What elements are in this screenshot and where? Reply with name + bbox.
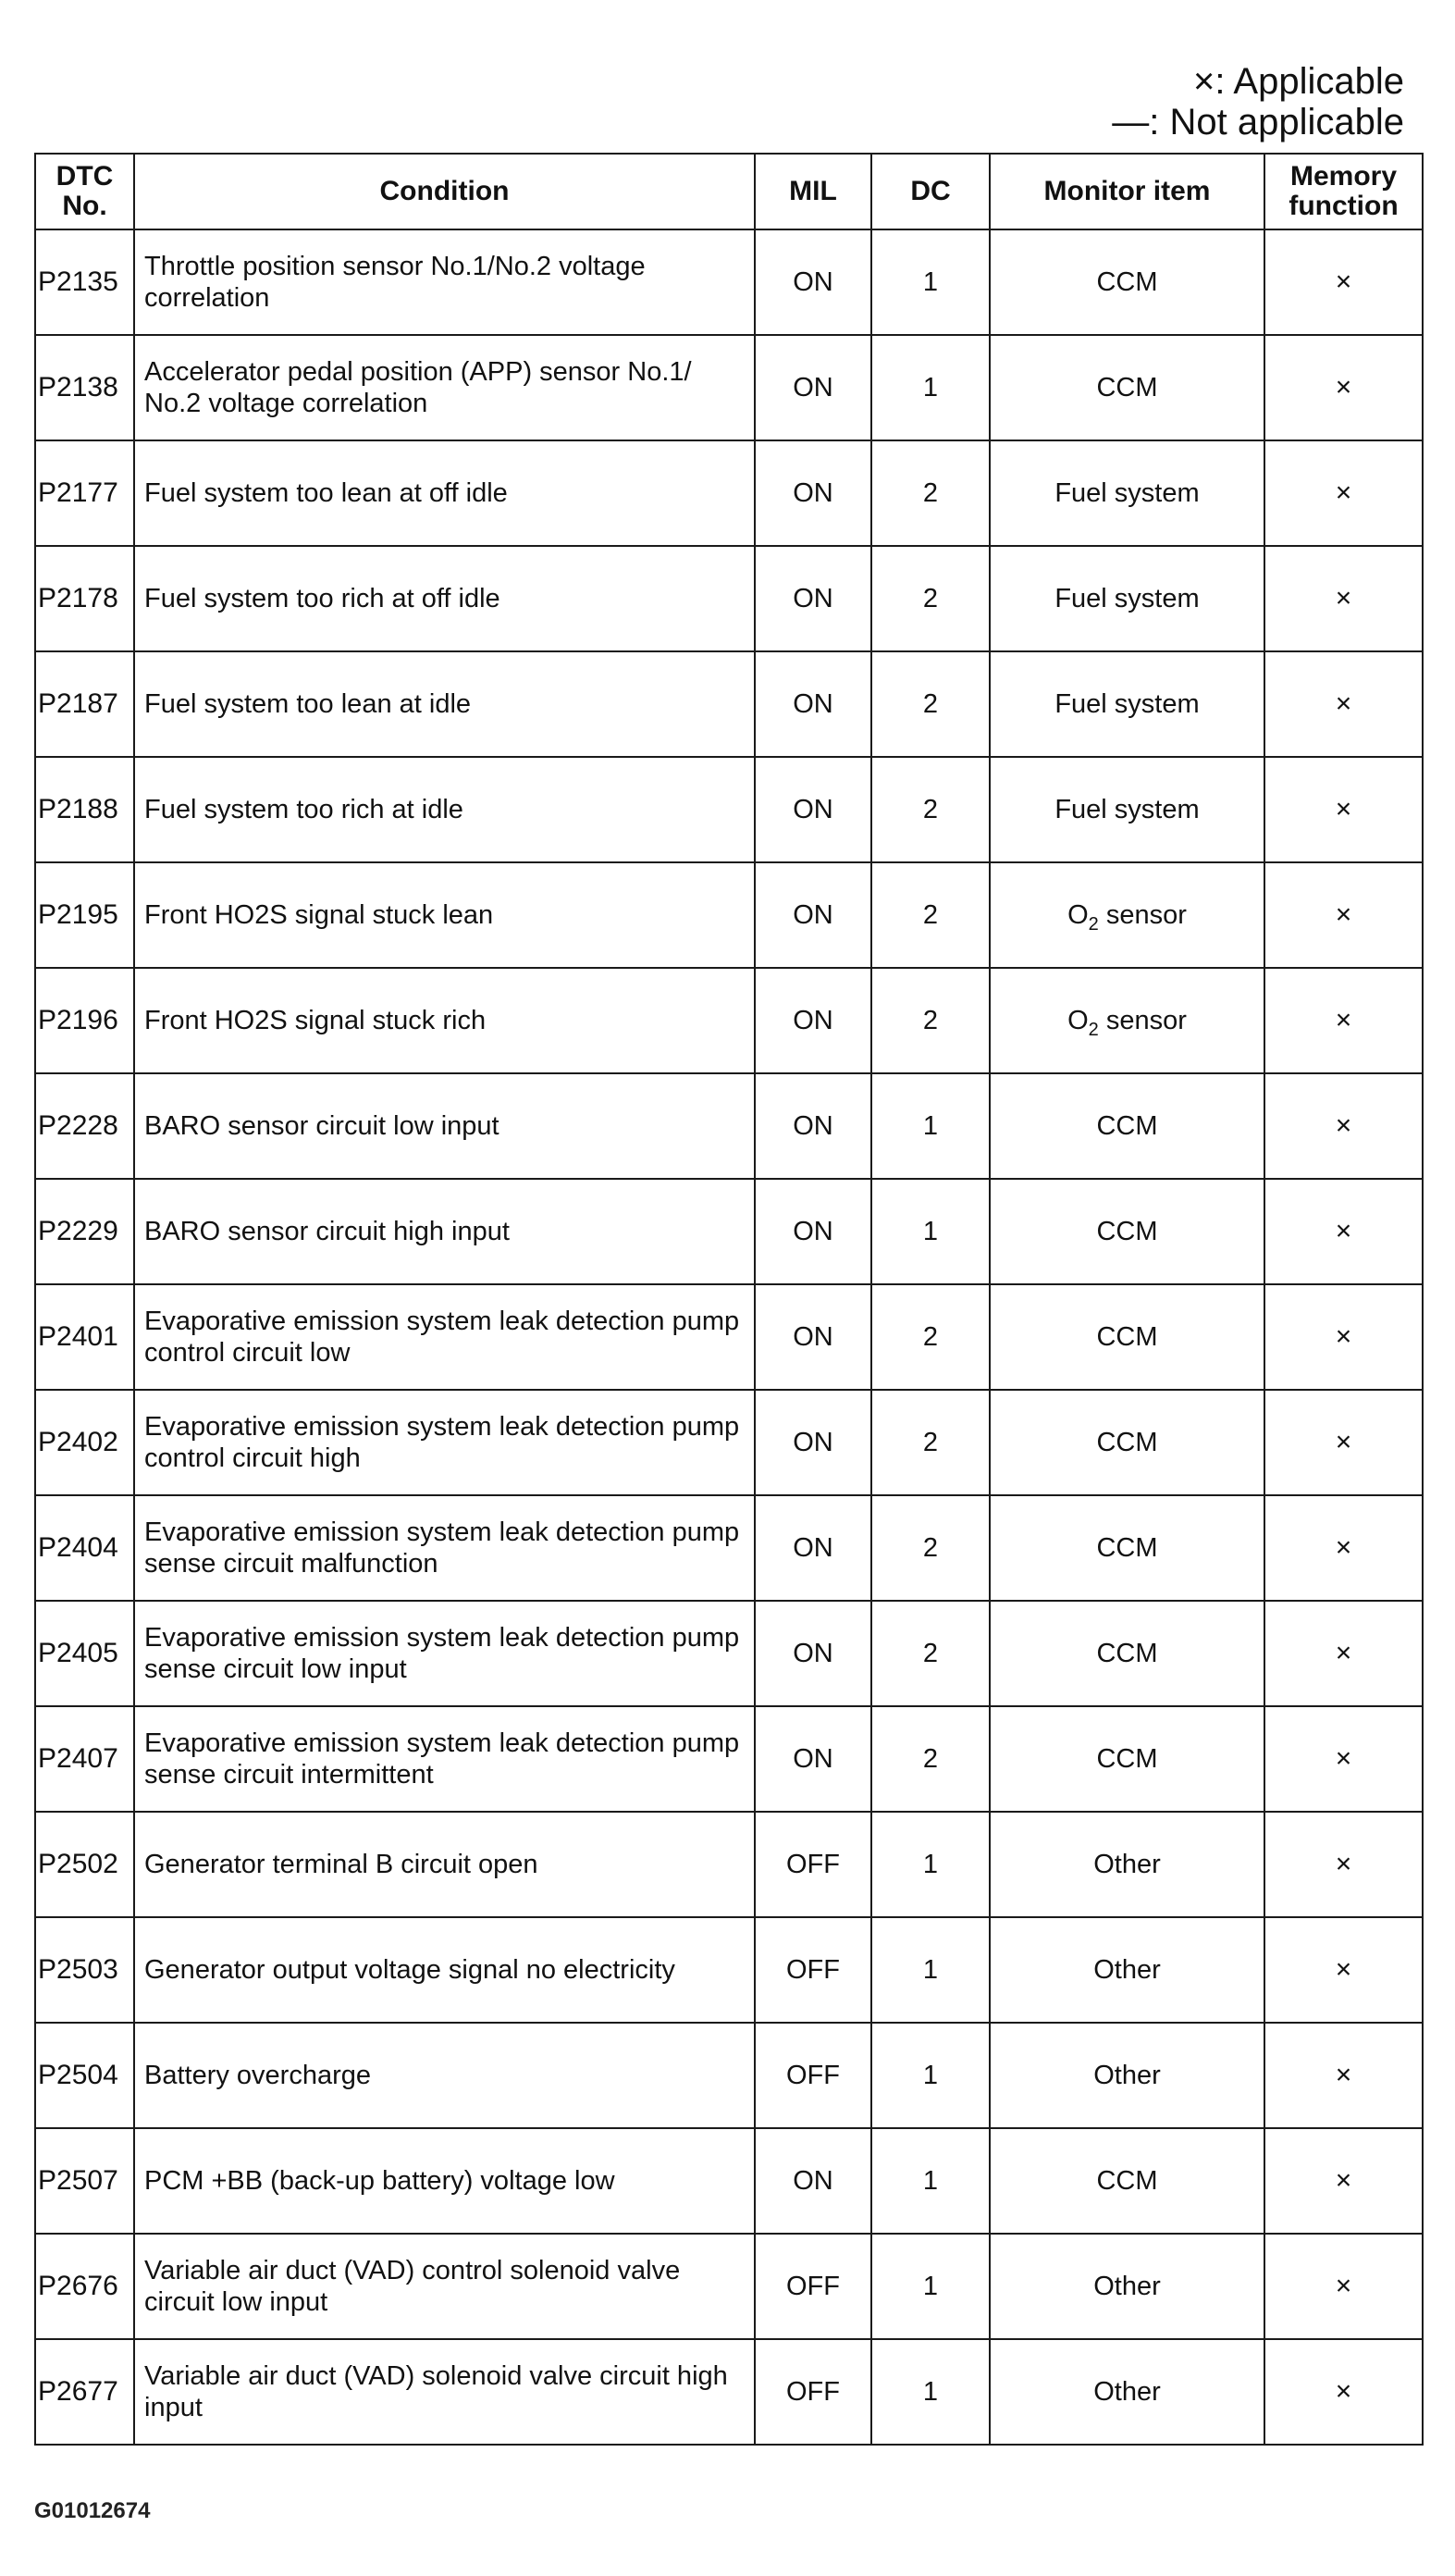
memory-function-cell: × — [1264, 1812, 1423, 1917]
memory-function-cell: × — [1264, 651, 1423, 757]
monitor-item-cell: CCM — [990, 1601, 1264, 1706]
memory-function-cell: × — [1264, 968, 1423, 1073]
condition-cell: Variable air duct (VAD) solenoid valve circuit high input — [134, 2339, 755, 2445]
dc-cell: 2 — [871, 546, 990, 651]
condition-cell: Variable air duct (VAD) control solenoid valve circuit low input — [134, 2234, 755, 2339]
mil-cell: ON — [755, 968, 871, 1073]
mil-cell: ON — [755, 1390, 871, 1495]
memory-function-cell: × — [1264, 335, 1423, 440]
mil-cell: ON — [755, 1073, 871, 1179]
monitor-item-cell: Fuel system — [990, 757, 1264, 862]
memory-function-cell: × — [1264, 1601, 1423, 1706]
monitor-item-cell: $O_2$ sensor — [990, 862, 1264, 968]
dc-cell: 1 — [871, 2234, 990, 2339]
dtc-code-cell: P2229 — [35, 1179, 134, 1284]
dtc-code-cell: P2187 — [35, 651, 134, 757]
table-row — [35, 1073, 1423, 1179]
table-row — [35, 1706, 1423, 1812]
dtc-code-cell: P2405 — [35, 1601, 134, 1706]
condition-cell: Generator terminal B circuit open — [134, 1812, 755, 1917]
condition-cell: Accelerator pedal position (APP) sensor No.1/ No.2 voltage correlation — [134, 335, 755, 440]
table-row — [35, 440, 1423, 546]
memory-function-cell: × — [1264, 862, 1423, 968]
memory-function-cell: × — [1264, 2234, 1423, 2339]
table-row — [35, 1284, 1423, 1390]
dtc-code-cell: P2503 — [35, 1917, 134, 2023]
dtc-code-cell: P2178 — [35, 546, 134, 651]
condition-cell: Generator output voltage signal no electricity — [134, 1917, 755, 2023]
table-row — [35, 1495, 1423, 1601]
monitor-item-cell: CCM — [990, 1390, 1264, 1495]
dtc-code-cell: P2401 — [35, 1284, 134, 1390]
dtc-table — [34, 153, 1424, 2446]
condition-cell: PCM +BB (back-up battery) voltage low — [134, 2128, 755, 2234]
dc-cell: 2 — [871, 651, 990, 757]
table-row — [35, 757, 1423, 862]
legend-applicable: ×: Applicable — [1193, 61, 1404, 102]
mil-cell: OFF — [755, 1917, 871, 2023]
condition-cell: Front HO2S signal stuck lean — [134, 862, 755, 968]
dc-cell: 1 — [871, 1179, 990, 1284]
mil-cell: ON — [755, 1706, 871, 1812]
mil-cell: ON — [755, 1601, 871, 1706]
dc-cell: 2 — [871, 757, 990, 862]
table-row — [35, 1917, 1423, 2023]
figure-id: G01012674 — [34, 2498, 151, 2523]
condition-cell: Evaporative emission system leak detection pump control circuit low — [134, 1284, 755, 1390]
dc-cell: 1 — [871, 2023, 990, 2128]
table-row — [35, 229, 1423, 335]
mil-cell: ON — [755, 2128, 871, 2234]
condition-cell: Front HO2S signal stuck rich — [134, 968, 755, 1073]
table-body — [35, 229, 1423, 2445]
memory-function-cell: × — [1264, 1073, 1423, 1179]
dc-cell: 1 — [871, 335, 990, 440]
mil-cell: ON — [755, 440, 871, 546]
header-dc: DC — [871, 154, 990, 229]
dtc-code-cell: P2188 — [35, 757, 134, 862]
header-condition: Condition — [134, 154, 755, 229]
monitor-item-cell: CCM — [990, 1495, 1264, 1601]
dtc-code-cell: P2402 — [35, 1390, 134, 1495]
dc-cell: 1 — [871, 2128, 990, 2234]
table-row — [35, 1601, 1423, 1706]
dtc-code-cell: P2676 — [35, 2234, 134, 2339]
dtc-code-cell: P2404 — [35, 1495, 134, 1601]
memory-function-cell: × — [1264, 1495, 1423, 1601]
table-row — [35, 1812, 1423, 1917]
mil-cell: OFF — [755, 1812, 871, 1917]
mil-cell: ON — [755, 335, 871, 440]
dc-cell: 2 — [871, 862, 990, 968]
monitor-item-cell: Other — [990, 2339, 1264, 2445]
dtc-code-cell: P2504 — [35, 2023, 134, 2128]
monitor-item-cell: CCM — [990, 1073, 1264, 1179]
table-row — [35, 335, 1423, 440]
dtc-code-cell: P2196 — [35, 968, 134, 1073]
dc-cell: 2 — [871, 1390, 990, 1495]
condition-cell: Evaporative emission system leak detection pump control circuit high — [134, 1390, 755, 1495]
monitor-item-cell: Other — [990, 2234, 1264, 2339]
mil-cell: ON — [755, 651, 871, 757]
dc-cell: 2 — [871, 440, 990, 546]
monitor-item-cell: Fuel system — [990, 546, 1264, 651]
mil-cell: ON — [755, 757, 871, 862]
dc-cell: 2 — [871, 1601, 990, 1706]
dtc-code-cell: P2135 — [35, 229, 134, 335]
memory-function-cell: × — [1264, 1390, 1423, 1495]
header-mil: MIL — [755, 154, 871, 229]
dc-cell: 1 — [871, 1073, 990, 1179]
condition-cell: BARO sensor circuit high input — [134, 1179, 755, 1284]
dc-cell: 2 — [871, 1495, 990, 1601]
legend — [1112, 61, 1404, 142]
memory-function-cell: × — [1264, 2023, 1423, 2128]
table-row — [35, 2023, 1423, 2128]
memory-function-cell: × — [1264, 440, 1423, 546]
dc-cell: 2 — [871, 1706, 990, 1812]
dc-cell: 1 — [871, 1812, 990, 1917]
header-monitor-item: Monitor item — [990, 154, 1264, 229]
monitor-item-cell: Fuel system — [990, 651, 1264, 757]
monitor-item-cell: CCM — [990, 1706, 1264, 1812]
condition-cell: BARO sensor circuit low input — [134, 1073, 755, 1179]
monitor-item-cell: CCM — [990, 1179, 1264, 1284]
memory-function-cell: × — [1264, 1179, 1423, 1284]
memory-function-cell: × — [1264, 2128, 1423, 2234]
mil-cell: ON — [755, 229, 871, 335]
mil-cell: OFF — [755, 2023, 871, 2128]
table-row — [35, 2128, 1423, 2234]
table-row — [35, 968, 1423, 1073]
dc-cell: 1 — [871, 1917, 990, 2023]
memory-function-cell: × — [1264, 1917, 1423, 2023]
dtc-code-cell: P2407 — [35, 1706, 134, 1812]
mil-cell: OFF — [755, 2339, 871, 2445]
table-row — [35, 1390, 1423, 1495]
memory-function-cell: × — [1264, 1706, 1423, 1812]
dtc-code-cell: P2502 — [35, 1812, 134, 1917]
table-row — [35, 651, 1423, 757]
memory-function-cell: × — [1264, 2339, 1423, 2445]
monitor-item-cell: Other — [990, 2023, 1264, 2128]
mil-cell: ON — [755, 1495, 871, 1601]
monitor-item-cell: CCM — [990, 335, 1264, 440]
mil-cell: ON — [755, 1284, 871, 1390]
condition-cell: Fuel system too lean at idle — [134, 651, 755, 757]
mil-cell: ON — [755, 1179, 871, 1284]
memory-function-cell: × — [1264, 757, 1423, 862]
monitor-item-cell: $O_2$ sensor — [990, 968, 1264, 1073]
memory-function-cell: × — [1264, 546, 1423, 651]
memory-function-cell: × — [1264, 229, 1423, 335]
table-row — [35, 2339, 1423, 2445]
monitor-item-cell: Fuel system — [990, 440, 1264, 546]
condition-cell: Evaporative emission system leak detection pump sense circuit low input — [134, 1601, 755, 1706]
dc-cell: 1 — [871, 2339, 990, 2445]
condition-cell: Fuel system too rich at idle — [134, 757, 755, 862]
condition-cell: Evaporative emission system leak detection pump sense circuit malfunction — [134, 1495, 755, 1601]
condition-cell: Fuel system too lean at off idle — [134, 440, 755, 546]
monitor-item-cell: Other — [990, 1917, 1264, 2023]
header-dtc-no: DTC No. — [35, 154, 134, 229]
condition-cell: Throttle position sensor No.1/No.2 voltage correlation — [134, 229, 755, 335]
dc-cell: 2 — [871, 1284, 990, 1390]
dc-cell: 2 — [871, 968, 990, 1073]
table-header-row — [35, 154, 1423, 229]
memory-function-cell: × — [1264, 1284, 1423, 1390]
mil-cell: OFF — [755, 2234, 871, 2339]
condition-cell: Battery overcharge — [134, 2023, 755, 2128]
table-row — [35, 546, 1423, 651]
header-memory-function: Memory function — [1264, 154, 1423, 229]
monitor-item-cell: CCM — [990, 229, 1264, 335]
table-row — [35, 862, 1423, 968]
condition-cell: Evaporative emission system leak detection pump sense circuit intermittent — [134, 1706, 755, 1812]
dc-cell: 1 — [871, 229, 990, 335]
monitor-item-cell: CCM — [990, 2128, 1264, 2234]
mil-cell: ON — [755, 862, 871, 968]
monitor-item-cell: Other — [990, 1812, 1264, 1917]
dtc-code-cell: P2177 — [35, 440, 134, 546]
legend-not-applicable: —: Not applicable — [1112, 102, 1404, 142]
mil-cell: ON — [755, 546, 871, 651]
dtc-code-cell: P2195 — [35, 862, 134, 968]
condition-cell: Fuel system too rich at off idle — [134, 546, 755, 651]
table-row — [35, 1179, 1423, 1284]
dtc-code-cell: P2507 — [35, 2128, 134, 2234]
table-row — [35, 2234, 1423, 2339]
monitor-item-cell: CCM — [990, 1284, 1264, 1390]
dtc-code-cell: P2138 — [35, 335, 134, 440]
dtc-code-cell: P2677 — [35, 2339, 134, 2445]
dtc-code-cell: P2228 — [35, 1073, 134, 1179]
